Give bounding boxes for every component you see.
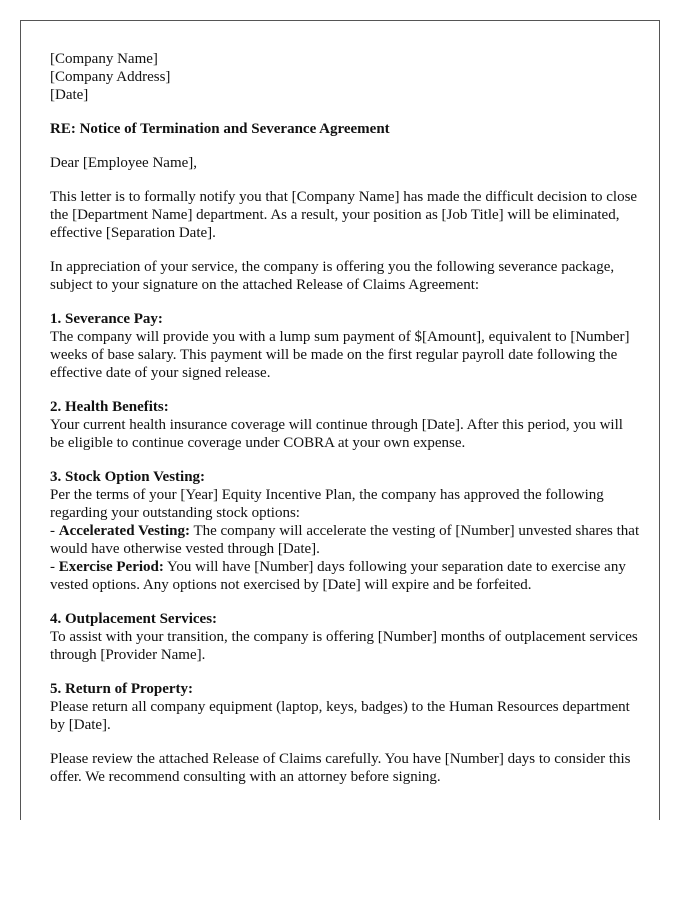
closing-paragraph: Please review the attached Release of Claims carefully. You have [Number] days to consider this offer. We recommend consulting with an attorney before signing. — [50, 751, 631, 785]
intro-paragraph: This letter is to formally notify you that [Company Name] has made the difficult decision to close the [Department Name] department. As a result, your position as [Job Title] will be eliminated, effective [Separation Date]. — [50, 189, 638, 241]
section-body: Your current health insurance coverage will continue through [Date]. After this period, you will be eligible to continue coverage under COBRA at your own expense. — [50, 417, 623, 451]
section-body: Please return all company equipment (laptop, keys, badges) to the Human Resources department by [Date]. — [50, 699, 630, 733]
section-severance-pay — [50, 310, 640, 382]
section-stock-option-vesting — [50, 468, 640, 594]
section-title: 4. Outplacement Services: — [50, 611, 218, 627]
bullet-text: You will have [Number] days following your separation date to exercise any vested options. Any options not exercised by [Date] will expire and be forfeited. — [50, 559, 626, 593]
section-body: To assist with your transition, the company is offering [Number] months of outplacement services through [Provider Name]. — [50, 629, 638, 663]
company-name: [Company Name] — [50, 51, 158, 67]
salutation: Dear [Employee Name], — [50, 155, 198, 171]
section-title: 5. Return of Property: — [50, 681, 194, 697]
section-return-of-property — [50, 680, 640, 734]
letter-date: [Date] — [50, 87, 89, 103]
section-title: 3. Stock Option Vesting: — [50, 469, 206, 485]
bullet-exercise-period: - Exercise Period: You will have [Number] days following your separation date to exercise any vested options. Any options not exercised by [Date] will expire and be forfeited. — [50, 559, 626, 593]
section-title: 1. Severance Pay: — [50, 311, 163, 327]
offer-paragraph: In appreciation of your service, the company is offering you the following severance package, subject to your signature on the attached Release of Claims Agreement: — [50, 259, 615, 293]
section-health-benefits — [50, 398, 640, 452]
letter-page — [20, 20, 660, 820]
bullet-label: Exercise Period: — [58, 559, 164, 575]
company-address: [Company Address] — [50, 69, 171, 85]
section-body: The company will provide you with a lump sum payment of $[Amount], equivalent to [Number] weeks of base salary. This payment will be made on the first regular payroll date following the effective date of your signed release. — [50, 329, 630, 381]
subject-line: RE: Notice of Termination and Severance Agreement — [50, 121, 390, 137]
section-title: 2. Health Benefits: — [50, 399, 169, 415]
section-outplacement-services — [50, 610, 640, 664]
section-body: Per the terms of your [Year] Equity Incentive Plan, the company has approved the following regarding your outstanding stock options: — [50, 487, 604, 521]
bullet-label: Accelerated Vesting: — [58, 523, 190, 539]
bullet-text: The company will accelerate the vesting of [Number] unvested shares that would have otherwise vested through [Date]. — [50, 523, 640, 557]
bullet-accelerated-vesting: - Accelerated Vesting: The company will accelerate the vesting of [Number] unvested shares that would have otherwise vested through [Date]. — [50, 523, 640, 557]
letter-body — [50, 50, 640, 786]
